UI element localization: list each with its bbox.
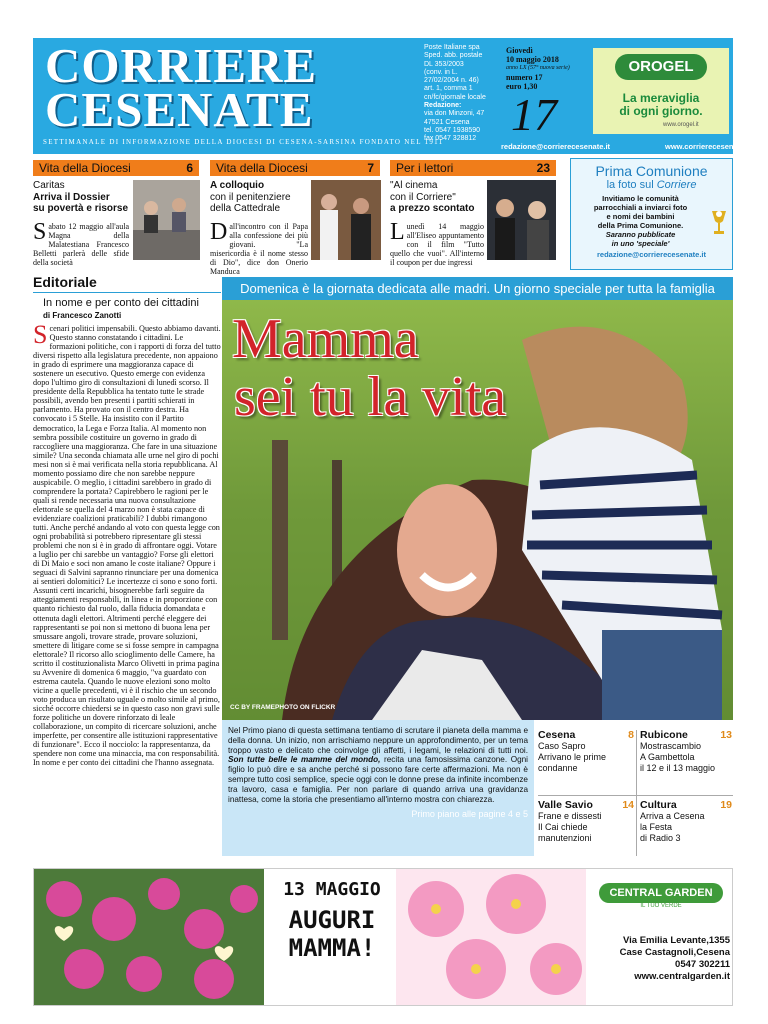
title-line: con il penitenziere — [210, 191, 291, 203]
section-name: Vita della Diocesi — [39, 161, 131, 175]
section-strip — [390, 160, 556, 176]
issue-label: numero 17 — [506, 73, 543, 82]
side-line: manutenzioni — [538, 833, 592, 843]
price: euro 1,30 — [506, 82, 538, 91]
newspaper-logo[interactable] — [45, 38, 413, 137]
side-story-cultura[interactable] — [640, 800, 732, 862]
teaser-body — [210, 219, 308, 276]
redazione-label: Redazione: — [424, 102, 462, 110]
title-line: "Al cinema — [390, 180, 438, 191]
section-name: Per i lettori — [396, 161, 454, 175]
story-text: recita una famosissima canzone. Ogni figlio lo può dire e sa anche perché si possono fare certe affermazioni. Ma non è sempre tutto così semplice, specie oggi con le donne prese da infinite incombenze tra lavoro, casa e famiglia. Per non parlare di quando arriva una gravidanza inattesa, come la storia che presentiamo all'interno mostra con chiarezza. — [228, 755, 529, 804]
title-line: sei tu la vita — [234, 366, 507, 428]
ad-message — [272, 879, 392, 962]
postal-line: art. 1, comma 1 — [424, 85, 473, 93]
teaser-text: abato 12 maggio all'aula Magna della Malatestiana Francesco Belletti parlerà delle sfide della società — [33, 222, 129, 267]
body-line: della Prima Comunione. — [597, 221, 684, 230]
date: 10 maggio 2018 — [506, 55, 559, 64]
main-title[interactable] — [232, 310, 506, 426]
email-link[interactable]: redazione@corrierecesenate.it — [501, 142, 611, 151]
side-line: di Radio 3 — [640, 833, 681, 843]
side-line: condanne — [538, 763, 578, 773]
side-line: Caso Sapro — [538, 741, 586, 751]
side-line: Arriva a Cesena — [640, 811, 705, 821]
address-line[interactable]: www.centralgarden.it — [634, 971, 730, 982]
ad-auguri: AUGURI — [288, 906, 376, 934]
teaser-title[interactable] — [210, 180, 310, 215]
meeting-photo-icon — [133, 180, 200, 260]
ad-address — [590, 935, 730, 983]
brand-name: CENTRAL GARDEN — [599, 883, 722, 903]
side-line: A Gambettola — [640, 752, 695, 762]
body-line: in uno 'speciale' — [611, 239, 670, 248]
title-line: a prezzo scontato — [390, 203, 475, 214]
main-story-text — [222, 720, 534, 856]
body-line: Saranno pubblicate — [605, 230, 676, 239]
weekday: Giovedì — [506, 46, 533, 55]
address-line: via don Minzoni, 47 — [424, 110, 485, 118]
fax: fax 0547 328812 — [424, 135, 477, 143]
side-story-rubicone[interactable] — [640, 730, 732, 792]
page-reference[interactable]: Primo piano alle pagine 4 e 5 — [411, 809, 528, 820]
logo-line-2: CESENATE — [45, 82, 314, 137]
teaser-body — [390, 219, 484, 267]
side-place: Cultura — [640, 799, 677, 811]
central-garden-ad[interactable] — [33, 868, 733, 1006]
tagline: SETTIMANALE DI INFORMAZIONE DELLA DIOCESI DI CESENA-SARSINA FONDATO NEL 1911 — [43, 138, 444, 146]
teaser-text: unedì 14 maggio all'Eliseo appuntamento con il film "Tutto quello che vuoi". All'interno il coupon per due ingressi — [390, 222, 484, 267]
editorial — [33, 274, 221, 844]
prima-title: Prima Comunione — [595, 163, 708, 179]
prima-comunione-box[interactable] — [570, 158, 733, 270]
page-number: 6 — [186, 161, 193, 175]
postal-line: Sped. abb. postale — [424, 52, 483, 60]
title-line: su povertà e risorse — [33, 203, 129, 214]
side-page: 14 — [622, 799, 634, 811]
body-line: parrocchiali a inviarci foto — [593, 203, 688, 212]
side-place: Valle Savio — [538, 799, 593, 811]
side-place: Rubicone — [640, 729, 688, 741]
section-strip — [210, 160, 380, 176]
teaser-title[interactable] — [390, 180, 485, 215]
prima-subtitle — [571, 179, 732, 191]
story-text: Nel Primo piano di questa settimana tentiamo di scrutare il pianeta della mamma e della donna. Un inizio, non arrischiamo neppure un approfondimento, per un tema troppo vasto e delicato che coinvolge gli affetti, i legami, le relazioni di tutti noi. — [228, 726, 528, 755]
page-number: 7 — [367, 161, 374, 175]
ad-date: 13 MAGGIO — [283, 879, 381, 900]
main-photo — [222, 300, 733, 720]
phone: tel. 0547 1938590 — [424, 126, 481, 134]
prima-email[interactable]: redazione@corrierecesenate.it — [596, 250, 707, 259]
subtitle-italic: Corriere — [656, 179, 697, 191]
subtitle-text: la foto sul — [606, 179, 657, 191]
postal-line: Poste Italiane spa — [424, 44, 480, 51]
side-story-cesena[interactable] — [538, 730, 634, 792]
address-line: 47521 Cesena — [424, 118, 470, 126]
orogel-logo: OROGEL — [615, 54, 707, 80]
dropcap: S — [33, 219, 47, 245]
title-line: Caritas — [33, 180, 65, 191]
prima-body — [571, 194, 732, 248]
postal-line: DL 353/2003 — [424, 60, 464, 68]
editorial-text — [33, 324, 221, 844]
masthead — [33, 38, 752, 154]
actors-photo-icon — [487, 180, 556, 260]
website-link[interactable]: www.corrierecesenate.it — [665, 142, 752, 151]
logo-line-1: CORRIERE — [45, 38, 318, 93]
issue-date — [506, 46, 586, 91]
section-strip — [33, 160, 199, 176]
side-page: 19 — [720, 799, 732, 811]
side-place: Cesena — [538, 729, 576, 741]
side-page: 13 — [720, 729, 732, 741]
claim-line: di ogni giorno. — [619, 104, 703, 118]
cinema-photo — [487, 180, 556, 260]
side-page: 8 — [628, 729, 634, 741]
dropcap: D — [210, 219, 228, 245]
year-line: anno LX (57° nuova serie) — [506, 65, 570, 71]
postal-line: 27/02/2004 n. 46) — [424, 77, 479, 85]
photo-credit: CC BY FRAMEPHOTO ON FLICKR — [230, 704, 336, 711]
bougainvillea-flowers-icon — [34, 869, 264, 1005]
caritas-photo — [133, 180, 200, 260]
penitenziere-photo — [311, 180, 381, 260]
main-headline-bar[interactable]: Domenica è la giornata dedicata alle madri. Un giorno speciale per tutta la famiglia — [222, 277, 733, 300]
page-number: 23 — [536, 161, 550, 175]
dropcap: S — [33, 324, 48, 349]
side-line: la Festa — [640, 822, 673, 832]
address-line: Case Castagnoli,Cesena — [619, 947, 730, 958]
body-line: e nomi dei bambini — [606, 212, 675, 221]
chalice-icon — [709, 209, 729, 235]
orogel-claim — [595, 92, 727, 118]
title-line: Mamma — [232, 308, 419, 370]
ad-mamma: MAMMA! — [288, 934, 376, 962]
brand-sub: IL TUO VERDE — [640, 903, 682, 909]
teaser-text: all'incontro con il Papa alla confessione dei più giovani. "La misericordia è il nome stesso di Dio", dice don Onerio Manduca — [210, 222, 308, 276]
title-line: con il Corriere" — [390, 191, 456, 203]
side-line: Frane e dissesti — [538, 811, 602, 821]
postal-line: (conv. in L. — [424, 68, 458, 76]
orogel-website[interactable]: www.orogel.it — [663, 122, 699, 128]
teaser-title[interactable] — [33, 180, 133, 215]
address-line: 0547 302211 — [675, 959, 730, 970]
title-line: della Cattedrale — [210, 203, 281, 214]
address-line: Via Emilia Levante,1355 — [622, 935, 730, 946]
dropcap: L — [390, 219, 405, 245]
story-italic: Son tutte belle le mamme del mondo, — [228, 755, 381, 765]
editorial-author: di Francesco Zanotti — [43, 311, 122, 320]
title-line: Arriva il Dossier — [33, 191, 110, 203]
side-line: Arrivano le prime — [538, 752, 607, 762]
teaser-body — [33, 219, 129, 267]
title-line: A colloquio — [210, 180, 265, 191]
issue-number: 17 — [511, 89, 557, 140]
central-garden-logo[interactable] — [596, 883, 726, 909]
editorial-kicker: Editoriale — [33, 274, 221, 293]
section-name: Vita della Diocesi — [216, 161, 308, 175]
body-line: Invitiamo le comunità — [602, 194, 679, 203]
divider — [636, 730, 637, 856]
orogel-ad[interactable] — [593, 48, 729, 134]
side-story-valle-savio[interactable] — [538, 800, 634, 862]
editorial-title[interactable]: In nome e per conto dei cittadini — [43, 297, 199, 309]
side-line: il 12 e il 13 maggio — [640, 763, 716, 773]
pink-flowers-icon — [396, 869, 586, 1005]
side-line: Mostrascambio — [640, 741, 702, 751]
side-line: Il Cai chiede — [538, 822, 588, 832]
claim-line: La meraviglia — [622, 91, 700, 105]
postal-line: cn/fc/giornale locale — [424, 93, 486, 101]
priests-photo-icon — [311, 180, 381, 260]
editorial-body: cenari politici impensabili. Questo abbiamo davanti. Questo stanno constatando i cittadini. Le formazioni politiche, con i rapporti di forza del tutto diversi rispetto alla legislatura precedente, non appaiono in grado di esprimere una maggioranza capace di sostenere un esecutivo. Questo emerge con evidenza dopo l'ultimo giro di consultazioni di lunedì scorso. Il presidente della Repubblica ha tentato tutte le strade possibili, avendo ben presenti i partiti schierati in parlamento. Ha provato con il centro destra. Ha convocato i 5 Stelle. Ha insistito con il Partito democratico, la Lega e Forza Italia. Al momento non sembra possibile costituire un governo in grado di raccogliere una maggioranza. Che fare in una situazione simile? Una seconda chiamata alle urne nel giro di pochi mesi non si è mai verificata nella storia repubblicana. Al momento possiamo dire che non sarebbe neppure auspicabile. O meglio, i cittadini sarebbero in grado di comprendere la portata? Capirebbero le ragioni per le quali si rende necessaria una nuova consultazione elettorale se quella del 4 marzo non è stata capace di evidenziare coalizioni praticabili? I dubbi rimangono tutti. Anche perché andando al voto con questa legge con ogni probabilità si potrebbero ripresentare gli stessi problemi che non si è in grado di affrontare oggi. Votare a luglio per chi sarebbe un vantaggio? Forse gli elettori di Di Maio e soci non amano le coste italiane? Oppure i seguaci di Salvini sapranno rinunciare per una domenica ai sentieri dolomitici? Le incertezze ci sono e sono forti. Assunti certi incarichi, bisognerebbe farli seguire da atteggiamenti responsabili, in linea e in proporzione con quanto richiesto dal ruolo, dalla fiducia domandata e ottenuta dagli elettori. Altrimenti perché eleggere dei rappresentanti se poi non si mettono di buona lena per smussare angoli, trovare strade, provare soluzioni, smettere di litigare come se si fosse sempre in campagna elettorale? Il ricorso allo scioglimento delle Camere, ha scritto il costituzionalista Marco Olivetti in prima pagina su Avvenire di domenica 6 maggio, "va guardato con estrema cautela. Quando le nuove elezioni sono molto vicine a quelle precedenti, vi è il rischio che un secondo voto produca un risultato uguale o molto simile al primo, sicché occorre chiedersi se in questo caso non gravi sulle forze politiche un dovere rinforzato di leale collaborazione, un compito di ricercare soluzioni, anche imperfette, per consentire alle istituzioni rappresentative di funzionare". Ecco il nocciolo: la rappresentanza, da spendere non come una minaccia, ma con responsabilità. In nome e per conto dei cittadini che l'hanno assegnata. — [33, 324, 221, 768]
